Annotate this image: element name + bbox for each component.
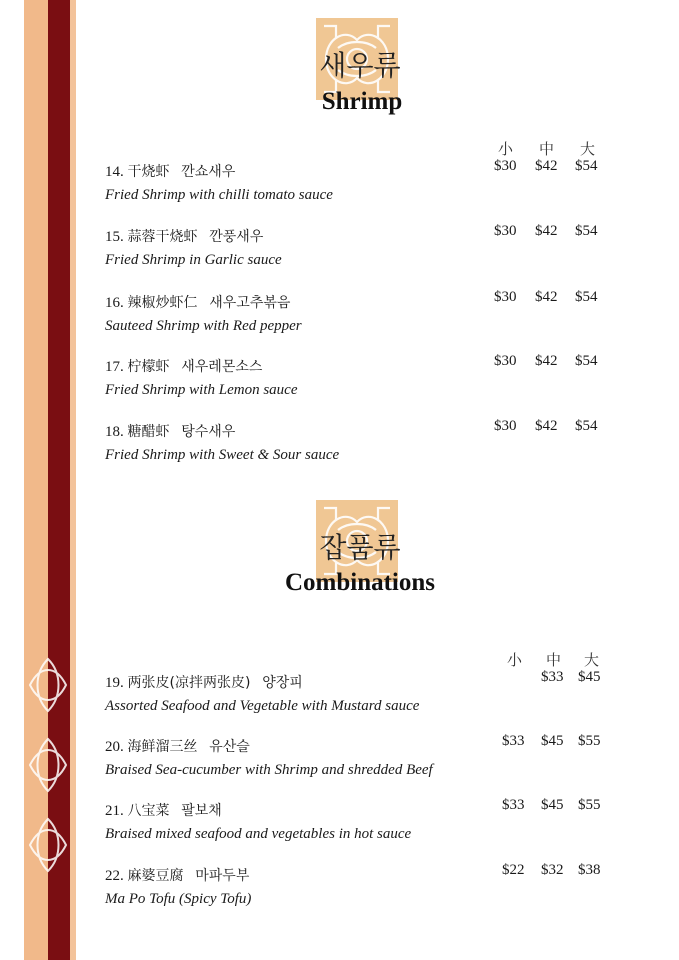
size-label-medium: 中: [546, 653, 562, 669]
item-number: 21.: [105, 803, 124, 819]
size-label-large: 大: [580, 142, 596, 158]
item-chinese-name: 辣椒炒虾仁: [127, 295, 198, 311]
price-medium: $42: [535, 223, 558, 239]
knot-ornament-icon: [26, 655, 70, 715]
section-title-korean: 새우류: [319, 49, 401, 82]
price-medium: $42: [535, 289, 558, 305]
item-chinese-name: 八宝菜: [127, 803, 170, 819]
price-large: $45: [578, 669, 601, 685]
item-number: 16.: [105, 295, 124, 311]
item-korean-name: 깐풍새우: [209, 229, 264, 245]
price-medium: $33: [541, 669, 564, 685]
price-medium: $45: [541, 797, 564, 813]
price-large: $54: [575, 353, 598, 369]
item-number: 17.: [105, 359, 124, 375]
item-number: 19.: [105, 675, 124, 691]
price-small: $30: [494, 418, 517, 434]
item-chinese-name: 海鲜溜三丝: [127, 739, 198, 755]
price-large: $54: [575, 158, 598, 174]
price-large: $54: [575, 289, 598, 305]
item-korean-name: 탕수새우: [181, 424, 236, 440]
item-number: 15.: [105, 229, 124, 245]
item-english-name: Fried Shrimp in Garlic sauce: [105, 252, 282, 268]
size-label-small: 小: [498, 142, 514, 158]
price-large: $55: [578, 733, 601, 749]
price-small: $30: [494, 353, 517, 369]
item-chinese-name: 两张皮(凉拌两张皮): [127, 675, 251, 691]
size-label-large: 大: [584, 653, 600, 669]
section-title-korean: 잡품류: [319, 531, 401, 564]
item-korean-name: 마파두부: [195, 868, 250, 884]
item-chinese-name: 干烧虾: [127, 164, 170, 180]
item-number: 22.: [105, 868, 124, 884]
item-korean-name: 새우레몬소스: [181, 359, 263, 375]
item-korean-name: 팔보채: [181, 803, 222, 819]
price-small: $30: [494, 223, 517, 239]
item-english-name: Sauteed Shrimp with Red pepper: [105, 318, 302, 334]
item-chinese-name: 麻婆豆腐: [127, 868, 184, 884]
price-small: $22: [502, 862, 525, 878]
price-large: $38: [578, 862, 601, 878]
item-korean-name: 새우고추볶음: [209, 295, 291, 311]
section-title-english: Shrimp: [321, 88, 403, 115]
knot-ornament-icon: [26, 735, 70, 795]
price-small: $33: [502, 797, 525, 813]
price-small: $30: [494, 158, 517, 174]
item-english-name: Braised Sea-cucumber with Shrimp and shredded Beef: [105, 762, 433, 778]
item-chinese-name: 糖醋虾: [127, 424, 170, 440]
item-english-name: Fried Shrimp with Lemon sauce: [105, 382, 298, 398]
item-chinese-name: 蒜蓉干烧虾: [127, 229, 198, 245]
item-korean-name: 유산슬: [209, 739, 250, 755]
item-english-name: Braised mixed seafood and vegetables in hot sauce: [105, 826, 412, 842]
item-number: 18.: [105, 424, 124, 440]
knot-ornament-icon: [26, 815, 70, 875]
size-label-medium: 中: [539, 142, 555, 158]
price-small: $33: [502, 733, 525, 749]
left-border-peach-thin: [70, 0, 76, 960]
price-medium: $32: [541, 862, 564, 878]
item-korean-name: 양장피: [262, 675, 303, 691]
price-medium: $42: [535, 353, 558, 369]
price-large: $55: [578, 797, 601, 813]
price-large: $54: [575, 223, 598, 239]
price-medium: $42: [535, 158, 558, 174]
item-number: 14.: [105, 164, 124, 180]
item-english-name: Ma Po Tofu (Spicy Tofu): [105, 891, 252, 907]
price-small: $30: [494, 289, 517, 305]
item-number: 20.: [105, 739, 124, 755]
item-english-name: Assorted Seafood and Vegetable with Mustard sauce: [105, 698, 420, 714]
item-korean-name: 깐쇼새우: [181, 164, 236, 180]
price-large: $54: [575, 418, 598, 434]
section-title-english: Combinations: [284, 569, 436, 596]
size-label-small: 小: [507, 653, 523, 669]
item-chinese-name: 柠檬虾: [127, 359, 170, 375]
price-medium: $45: [541, 733, 564, 749]
item-english-name: Fried Shrimp with chilli tomato sauce: [105, 187, 333, 203]
item-english-name: Fried Shrimp with Sweet & Sour sauce: [105, 447, 340, 463]
price-medium: $42: [535, 418, 558, 434]
